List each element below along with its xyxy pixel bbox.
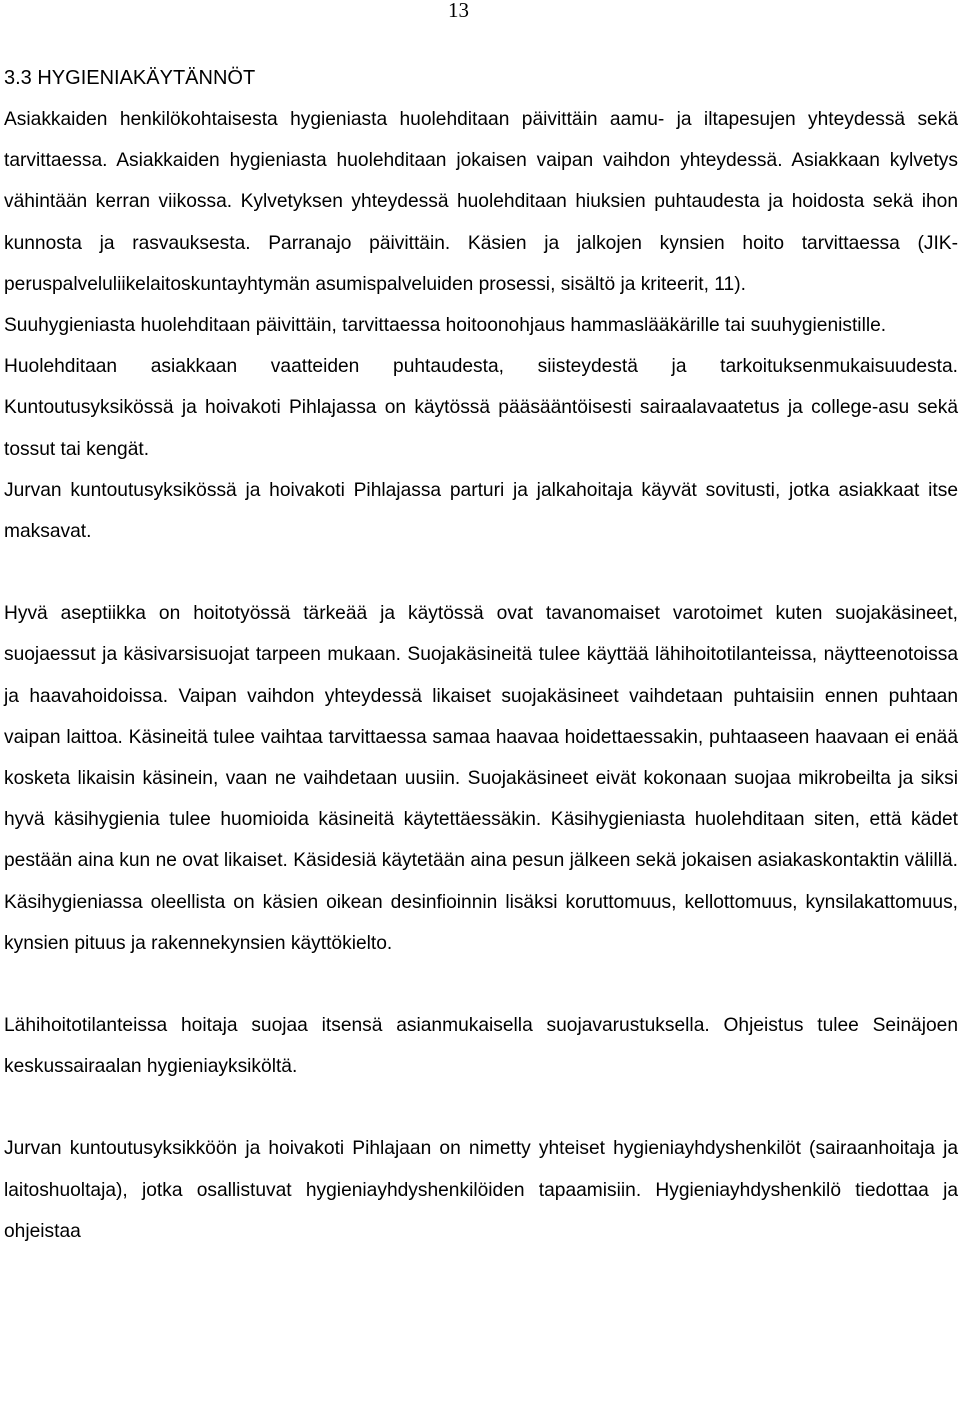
paragraph-personal-hygiene: Asiakkaiden henkilökohtaisesta hygieniasta huolehditaan päivittäin aamu- ja iltapesujen yhteydessä sekä tarvittaessa. Asiakkaiden hygieniasta huolehditaan jokaisen vaipan vaihdon yhteydessä. Asiakkaan kylvetys vähintään kerran viikossa. Kylvetyksen yhteydessä huolehditaan hiuksien puhtaudesta ja hoidosta sekä ihon kunnosta ja rasvauksesta. Parranajo päivittäin. Käsien ja jalkojen kynsien hoito tarvittaessa (JIK-peruspalveluliikelaitoskuntayhtymän asumispalveluiden prosessi, sisältö ja kriteerit, 11). (4, 109, 958, 295)
paragraph-clothing: Huolehditaan asiakkaan vaatteiden puhtaudesta, siisteydestä ja tarkoituksenmukaisuudesta. Kuntoutusyksikössä ja hoivakoti Pihlajassa on käytössä pääsääntöisesti sairaalavaatetus ja college-asu sekä tossut tai kengät. (4, 356, 958, 460)
section-heading: 3.3 HYGIENIAKÄYTÄNNÖT (4, 67, 256, 89)
page-number: 13 (448, 0, 469, 22)
paragraph-protective-gear: Lähihoitotilanteissa hoitaja suojaa itsensä asianmukaisella suojavarustuksella. Ohjeistus tulee Seinäjoen keskussairaalan hygieniayksiköltä. (4, 1015, 958, 1078)
paragraph-spacer (4, 1087, 958, 1128)
document-body (4, 58, 958, 1252)
paragraph-hygiene-contacts: Jurvan kuntoutusyksikköön ja hoivakoti Pihlajaan on nimetty yhteiset hygieniayhdyshenkilöt (sairaanhoitaja ja laitoshuoltaja), jotka osallistuvat hygieniayhdyshenkilöiden tapaamisiin. Hygieniayhdyshenkilö tiedottaa ja ohjeistaa (4, 1138, 958, 1242)
paragraph-spacer (4, 964, 958, 1005)
paragraph-barber-services: Jurvan kuntoutusyksikössä ja hoivakoti Pihlajassa parturi ja jalkahoitaja käyvät sovitusti, jotka asiakkaat itse maksavat. (4, 479, 958, 543)
paragraph-oral-hygiene: Suuhygieniasta huolehditaan päivittäin, tarvittaessa hoitoonohjaus hammaslääkärille tai suuhygienistille. (4, 315, 887, 337)
paragraph-aseptics: Hyvä aseptiikka on hoitotyössä tärkeää ja käytössä ovat tavanomaiset varotoimet kuten suojakäsineet, suojaessut ja käsivarsisuojat tarpeen mukaan. Suojakäsineitä tulee käyttää lähihoitotilanteissa, näytteenotoissa ja haavahoidoissa. Vaipan vaihdon yhteydessä likaiset suojakäsineet vaihdetaan puhtaisiin ennen puhtaan vaipan laittoa. Käsineitä tulee vaihtaa tarvittaessa samaa haavaa hoidettaessakin, puhtaaseen haavaan ei enää kosketa likaisin käsinein, vaan ne vaihdetaan uusiin. Suojakäsineet eivät kokonaan suojaa mikrobeilta ja siksi hyvä käsihygienia tulee huomioida käsineitä käytettäessäkin. Käsihygieniasta huolehditaan siten, että kädet pestään aina kun ne ovat likaiset. Käsidesiä käytetään aina pesun jälkeen sekä jokaisen asiakaskontaktin välillä. Käsihygieniassa oleellista on käsien oikean desinfioinnin lisäksi koruttomuus, kellottomuus, kynsilakattomuus, kynsien pituus ja rakennekynsien käyttökielto. (4, 603, 958, 954)
paragraph-spacer (4, 552, 958, 593)
